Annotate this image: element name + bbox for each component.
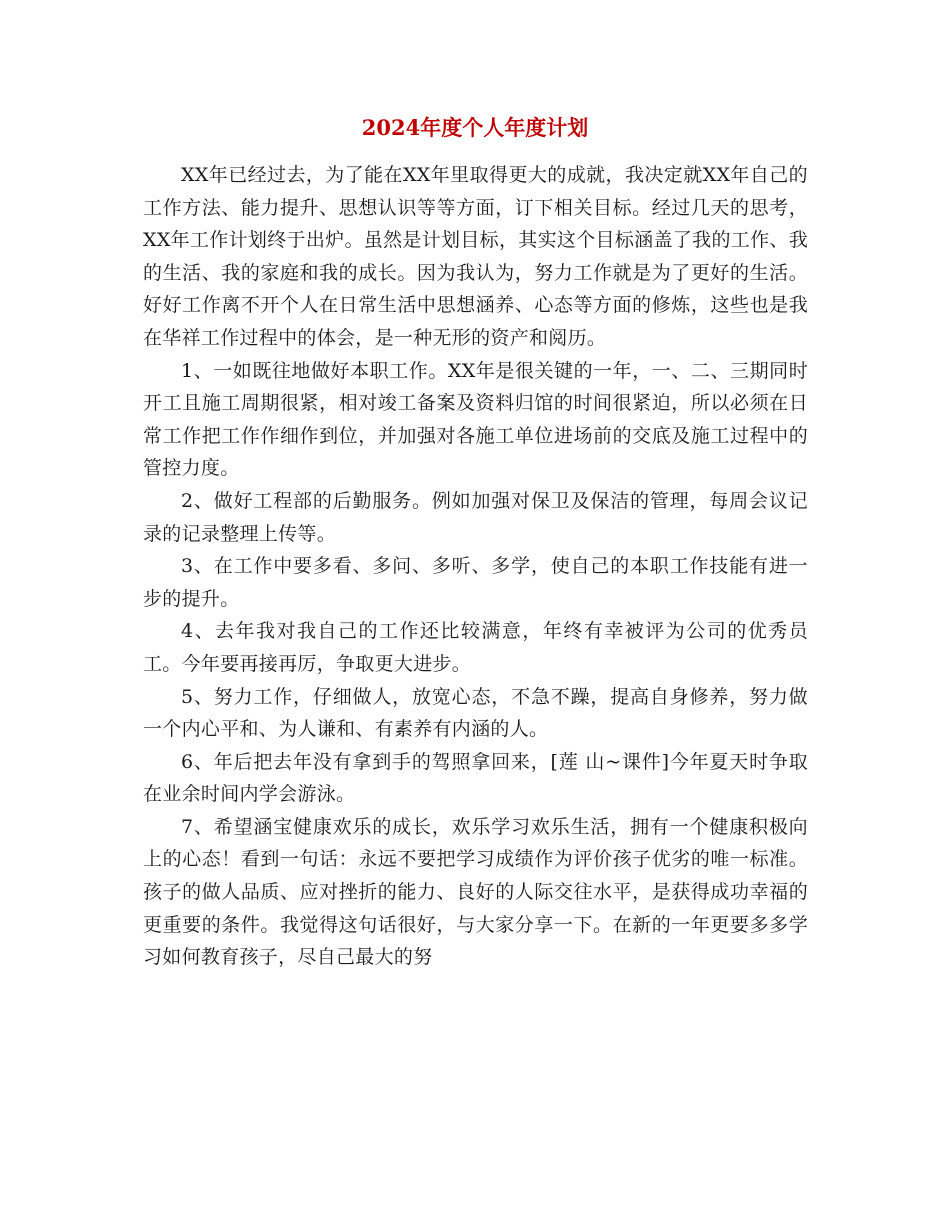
paragraph-item-5: 5、努力工作，仔细做人，放宽心态，不急不躁，提高自身修养，努力做一个内心平和、为人谦和、有素养有内涵的人。 bbox=[143, 685, 808, 741]
paragraph-intro: XX年已经过去，为了能在XX年里取得更大的成就，我决定就XX年自己的工作方法、能力提升、思想认识等等方面，订下相关目标。经过几天的思考，XX年工作计划终于出炉。虽然是计划目标，其实这个目标涵盖了我的工作、我的生活、我的家庭和我的成长。因为我认为，努力工作就是为了更好的生活。好好工作离不开个人在日常生活中思想涵养、心态等方面的修炼，这些也是我在华祥工作过程中的体会，是一种无形的资产和阅历。 bbox=[143, 164, 808, 349]
paragraph-item-7: 7、希望涵宝健康欢乐的成长，欢乐学习欢乐生活，拥有一个健康积极向上的心态！看到一句话：永远不要把学习成绩作为评价孩子优劣的唯一标准。孩子的做人品质、应对挫折的能力、良好的人际交往水平，是获得成功幸福的更重要的条件。我觉得这句话很好，与大家分享一下。在新的一年更要多多学习如何教育孩子，尽自己最大的努 bbox=[143, 815, 808, 969]
paragraph-item-6: 6、年后把去年没有拿到手的驾照拿回来，[莲 山~课件]今年夏天时争取在业余时间内学会游泳。 bbox=[143, 750, 808, 806]
document-body bbox=[143, 159, 808, 974]
paragraph-item-1: 1、一如既往地做好本职工作。XX年是很关键的一年，一、二、三期同时开工且施工周期很紧，相对竣工备案及资料归馆的时间很紧迫，所以必须在日常工作把工作作细作到位，并加强对各施工单位进场前的交底及施工过程中的管控力度。 bbox=[143, 359, 808, 480]
paragraph-item-3: 3、在工作中要多看、多问、多听、多学，使自己的本职工作技能有进一步的提升。 bbox=[143, 555, 808, 610]
paragraph-item-2: 2、做好工程部的后勤服务。例如加强对保卫及保洁的管理，每周会议记录的记录整理上传等。 bbox=[143, 489, 808, 545]
document-title: 2024年度个人年度计划 bbox=[361, 115, 589, 140]
paragraph-item-4: 4、去年我对我自己的工作还比较满意，年终有幸被评为公司的优秀员工。今年要再接再厉，争取更大进步。 bbox=[143, 620, 808, 675]
